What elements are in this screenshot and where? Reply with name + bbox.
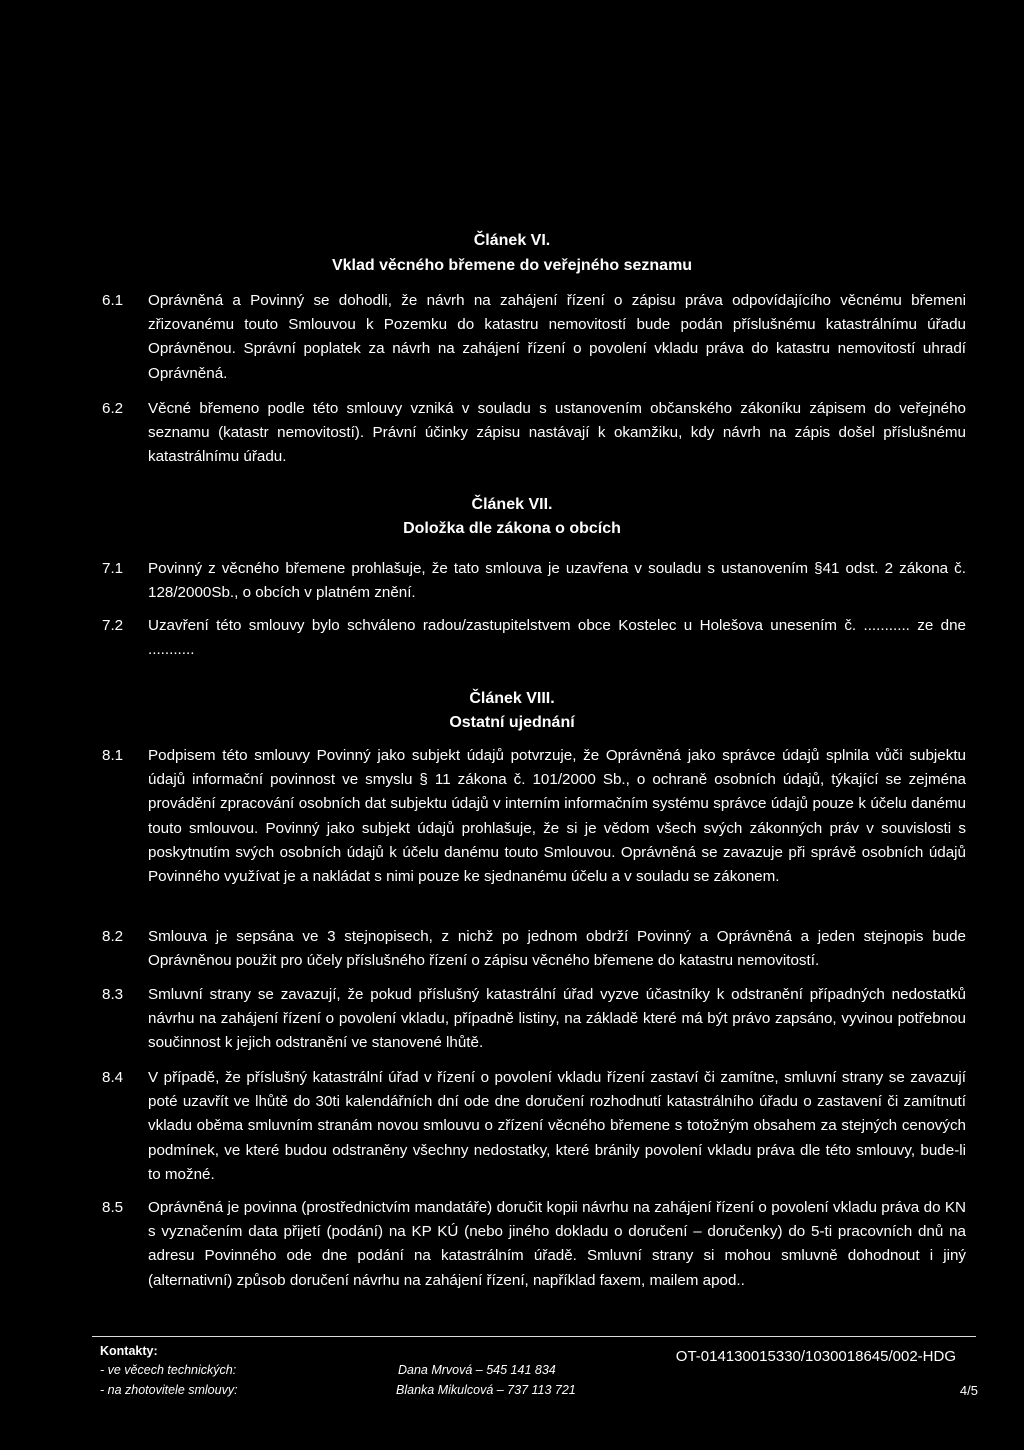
- section-8-4: [102, 1066, 966, 1187]
- section-6-2: [102, 397, 966, 470]
- section-text: Uzavření této smlouvy bylo schváleno radou/zastupitelstvem obce Kostelec u Holešova unesením č. ........... ze dne ...........: [148, 617, 966, 659]
- section-7-2: [102, 614, 966, 662]
- section-number: 8.2: [102, 928, 124, 945]
- contractor-contact: Blanka Mikulcová – 737 113 721: [396, 1383, 576, 1397]
- article-7-subtitle: Doložka dle zákona o obcích: [403, 520, 621, 537]
- section-text: Smluvní strany se zavazují, že pokud příslušný katastrální úřad vyzve účastníky k odstranění případných nedostatků návrhu na zahájení řízení o povolení vkladu, případně listiny, na základě které má být právo zapsáno, vyvinou potřebnou součinnost k jejich odstranění ve stanovené lhůtě.: [148, 986, 966, 1052]
- section-text: Věcné břemeno podle této smlouvy vzniká v souladu s ustanovením občanského zákoníku zápisem do veřejného seznamu (katastr nemovitostí). Právní účinky zápisu nastávají k okamžiku, kdy návrh na zápis došel příslušnému katastrálnímu úřadu.: [148, 400, 966, 466]
- section-text: Oprávněná je povinna (prostřednictvím mandatáře) doručit kopii návrhu na zahájení řízení o povolení vkladu práva do KN s vyznačením data přijetí (podání) na KP KÚ (nebo jiného dokladu o doručení – doručenky) do 5-ti pracovních dnů na adresu Povinného ode dne podání na katastrálním úřadě. Smluvní strany si mohou smluvně dohodnout i jiný (alternativní) způsob doručení návrhu na zahájení řízení, například faxem, mailem apod..: [148, 1199, 966, 1289]
- section-number: 8.1: [102, 747, 124, 764]
- document-id: OT-014130015330/1030018645/002-HDG: [675, 1348, 956, 1365]
- section-text: Povinný z věcného břemene prohlašuje, že tato smlouva je uzavřena v souladu s ustanovením §41 odst. 2 zákona č. 128/2000Sb., o obcích v platném znění.: [148, 560, 966, 602]
- section-number: 8.5: [102, 1199, 124, 1216]
- contacts-label: Kontakty:: [100, 1344, 158, 1358]
- section-number: 6.1: [102, 292, 124, 309]
- section-number: 6.2: [102, 400, 124, 417]
- section-number: 7.1: [102, 560, 124, 577]
- article-7-title: Článek VII.: [471, 496, 553, 513]
- article-8-title: Článek VIII.: [469, 690, 555, 707]
- section-number: 8.3: [102, 986, 124, 1003]
- contractor-contact-label: - na zhotovitele smlouvy:: [100, 1383, 238, 1397]
- section-8-1: [102, 744, 966, 889]
- page-number: 4/5: [959, 1383, 978, 1398]
- section-8-5: [102, 1196, 966, 1293]
- section-text: Podpisem této smlouvy Povinný jako subjekt údajů potvrzuje, že Oprávněná jako správce údajů splnila vůči subjektu údajů informační povinnost ve smyslu § 11 zákona č. 101/2000 Sb., o ochraně osobních údajů, týkající se zejména provádění zpracování osobních dat subjektu údajů v interním informačním systému správce údajů pouze k účelu danému touto smlouvou. Povinný jako subjekt údajů prohlašuje, že si je vědom všech svých zákonných práv v souvislosti s poskytnutím svých osobních údajů k účelu danému touto Smlouvou. Oprávněná se zavazuje při správě osobních údajů Povinného využívat je a nakládat s nimi pouze ke sjednanému účelu a v souladu se zákonem.: [148, 747, 966, 886]
- section-number: 8.4: [102, 1069, 124, 1086]
- section-8-3: [102, 983, 966, 1056]
- article-8-subtitle: Ostatní ujednání: [449, 714, 575, 731]
- footer-divider: [92, 1336, 976, 1337]
- section-text: Smlouva je sepsána ve 3 stejnopisech, z nichž po jednom obdrží Povinný a Oprávněná a jeden stejnopis bude Oprávněnou použit pro účely příslušného řízení o zápisu věcného břemene do katastru nemovitostí.: [148, 928, 966, 970]
- article-6-title: Článek VI.: [473, 232, 551, 249]
- section-8-2: [102, 925, 966, 973]
- technical-contact-label: - ve věcech technických:: [100, 1363, 237, 1377]
- technical-contact: Dana Mrvová – 545 141 834: [398, 1363, 556, 1377]
- section-6-1: [102, 289, 966, 386]
- article-6-subtitle: Vklad věcného břemene do veřejného seznamu: [331, 257, 693, 274]
- section-text: V případě, že příslušný katastrální úřad v řízení o povolení vkladu řízení zastaví či zamítne, smluvní strany se zavazují poté uzavřít ve lhůtě do 30ti kalendářních dní ode dne doručení rozhodnutí katastrálního úřadu o zastavení či zamítnutí vkladu oběma smluvním stranám novou smlouvu o zřízení věcného břemene s totožným obsahem za stejných cenových podmínek, ve které budou odstraněny všechny nedostatky, které bránily povolení vkladu práva dle této smlouvy, bude-li to možné.: [148, 1069, 966, 1183]
- section-7-1: [102, 557, 966, 605]
- section-number: 7.2: [102, 617, 124, 634]
- section-text: Oprávněná a Povinný se dohodli, že návrh na zahájení řízení o zápisu práva odpovídajícího věcnému břemeni zřizovanému touto Smlouvou k Pozemku do katastru nemovitostí bude podán příslušnému katastrálnímu úřadu Oprávněnou. Správní poplatek za návrh na zahájení řízení o povolení vkladu práva do katastru nemovitostí uhradí Oprávněná.: [148, 292, 966, 382]
- page-footer: [100, 1341, 980, 1401]
